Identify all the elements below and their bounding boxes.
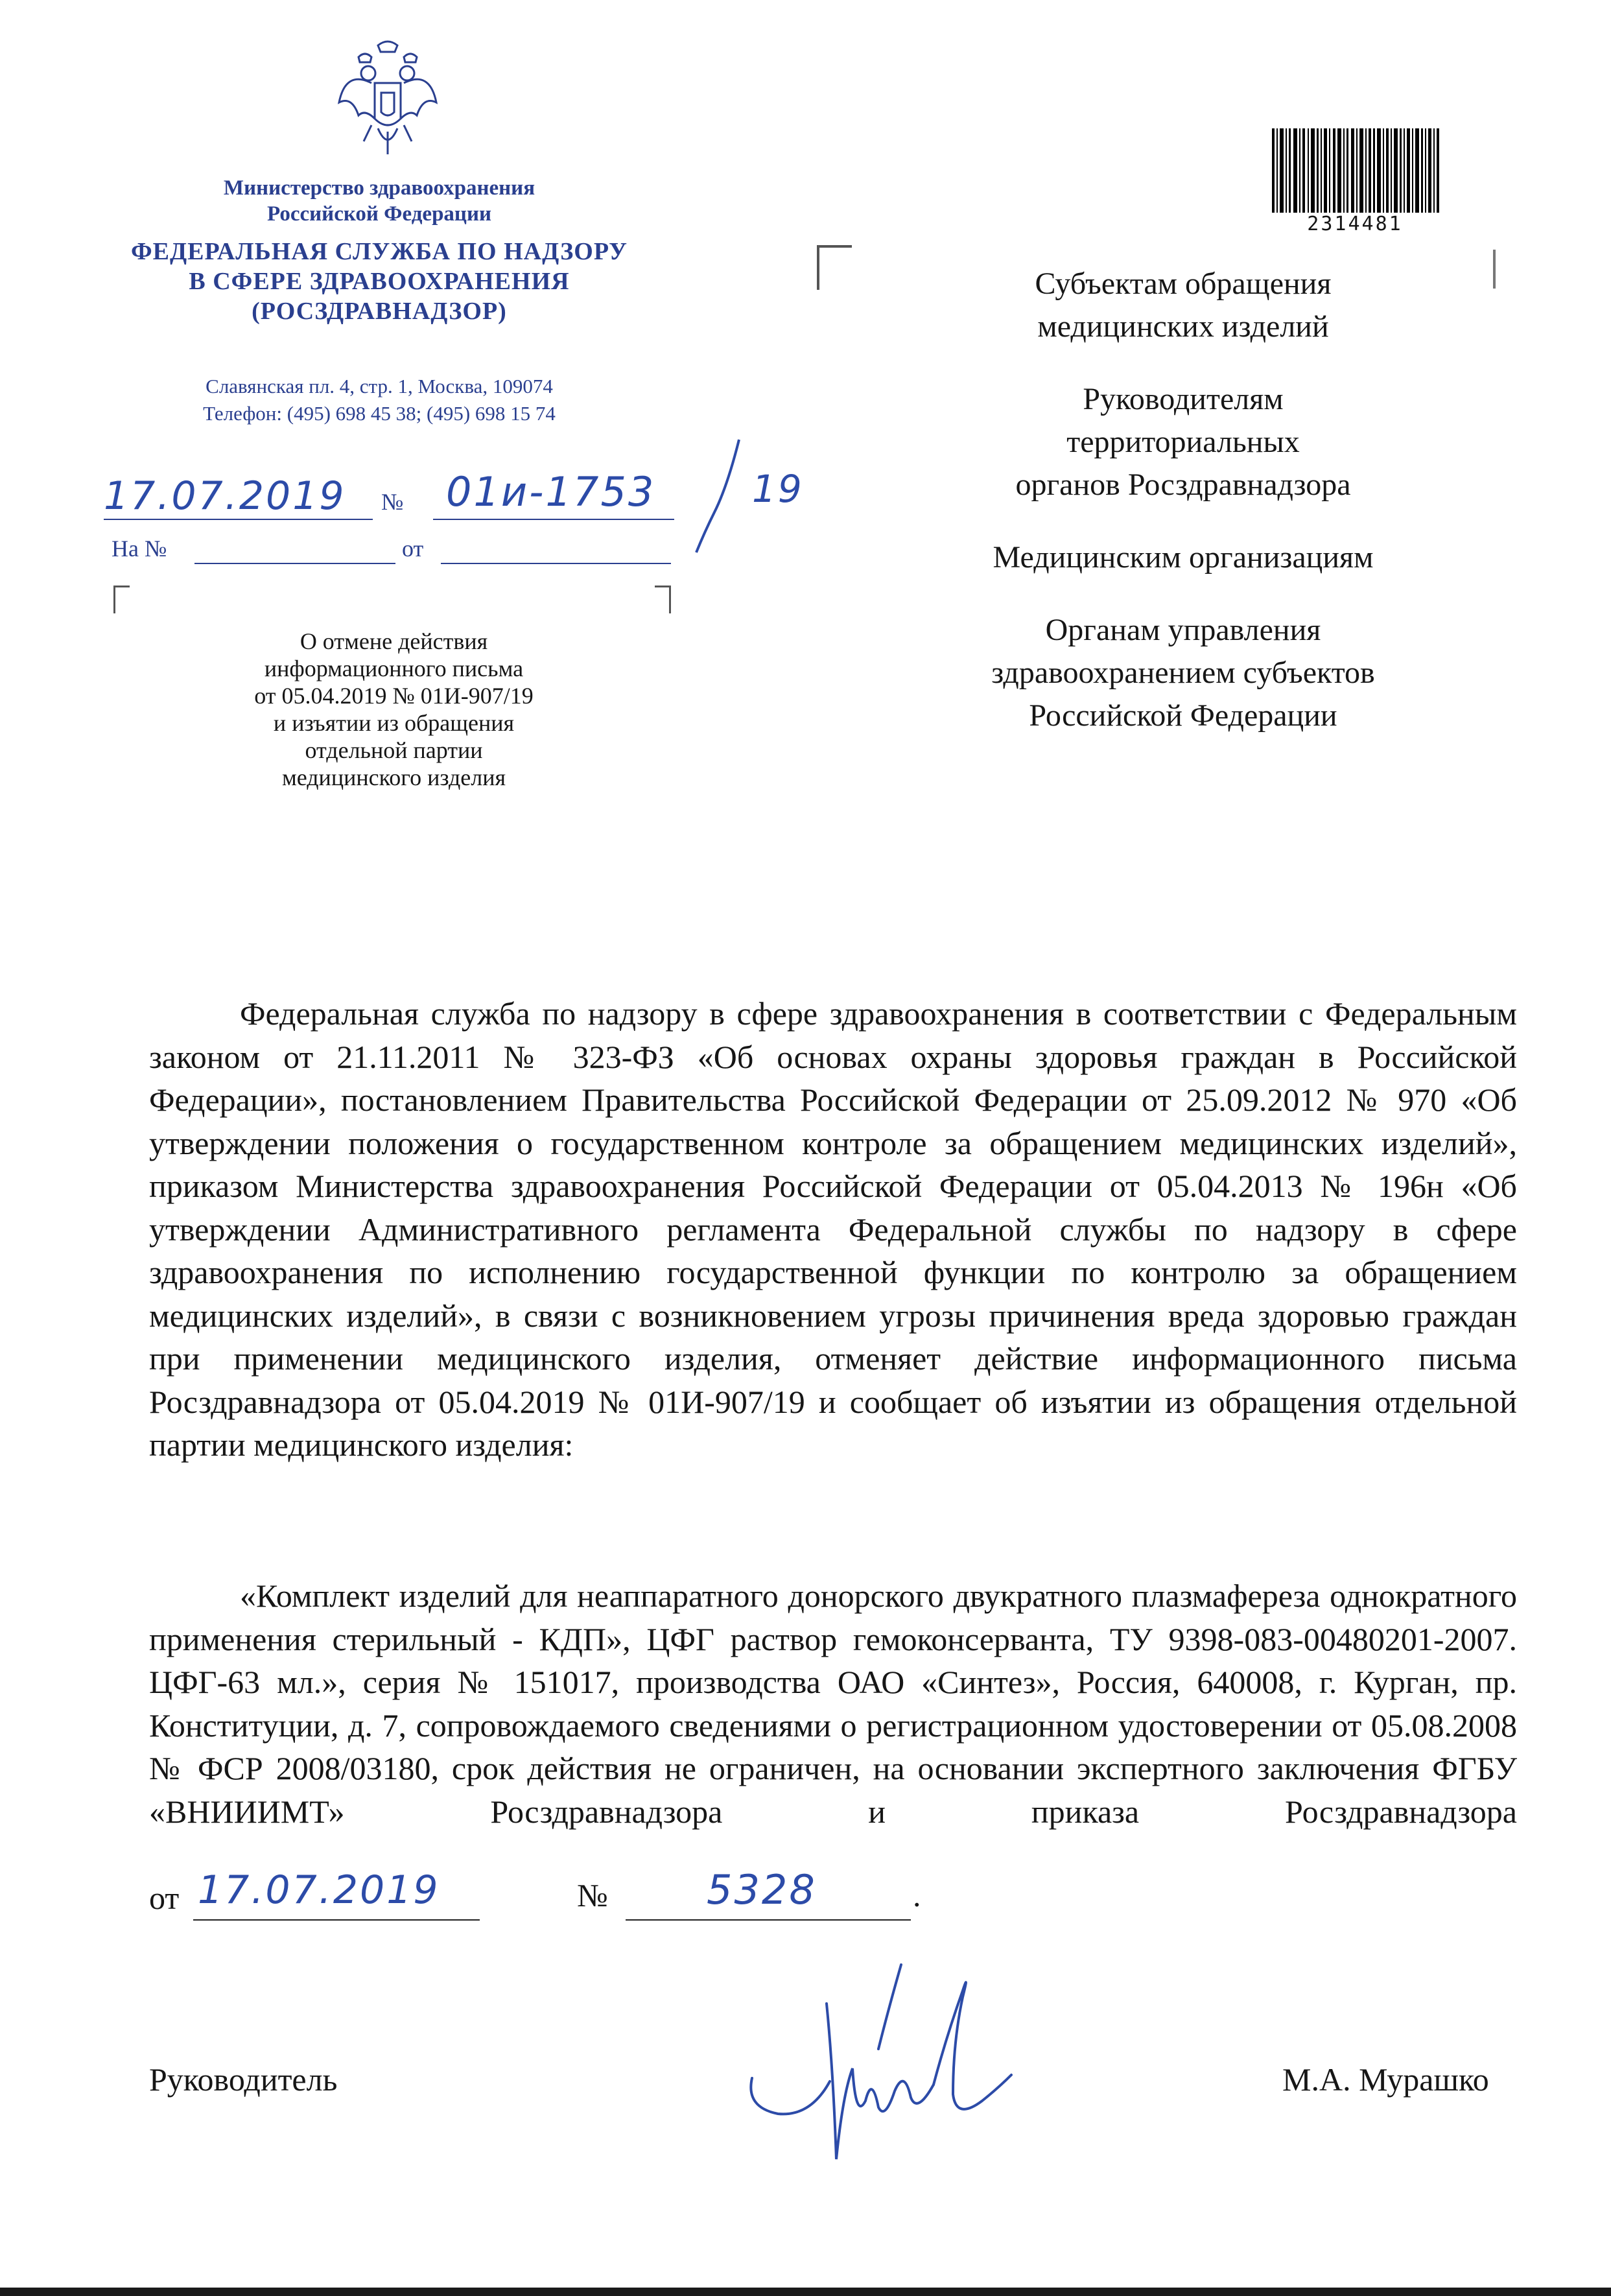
signer-role: Руководитель (149, 2061, 338, 2098)
subject-line: медицинского изделия (281, 764, 506, 790)
order-number: 5328 (707, 1866, 817, 1913)
order-date: 17.07.2019 (198, 1867, 440, 1913)
order-from-label: от (149, 1880, 180, 1916)
addressee-line: медицинских изделий (1037, 309, 1329, 344)
service-line-1: ФЕДЕРАЛЬНАЯ СЛУЖБА ПО НАДЗОРУ (131, 238, 628, 265)
barcode-number: 2314481 (1307, 213, 1403, 235)
barcode-icon (1271, 128, 1439, 213)
registration-date: 17.07.2019 (104, 473, 346, 519)
body-paragraph-2: «Комплект изделий для неаппаратного донорского двукратного плазмафереза однократного применения стерильный - КДП», ЦФГ раствор гемоконсерванта, ТУ 9398-083-00480201-2007. ЦФГ-63 мл.», серия № 151017, производства ОАО «Синтез», Россия, 640008, г. Курган, пр. Конституции, д. 7, сопровождаемого сведениями о регистрационном удостоверении от 05.08.2008 № ФСР 2008/03180, срок действия не ограничен, на основании экспертного заключения ФГБУ «ВНИИИМТ» Росздравнадзора и приказа Росздравнадзора (149, 1578, 1517, 1830)
addressee-line: Российской Федерации (1029, 698, 1337, 733)
addressee-line: Органам управления (1045, 613, 1321, 647)
addressee-line: территориальных (1066, 425, 1300, 459)
slash-mark-icon (688, 434, 747, 558)
addressee (908, 378, 1459, 506)
subject-corner-right (655, 586, 671, 613)
registration-number-sign: № (381, 489, 404, 515)
subject-line: и изъятии из обращения (273, 710, 515, 736)
scan-bottom-edge (0, 2288, 1611, 2296)
order-number-underline (626, 1919, 911, 1921)
registration-number-underline (433, 519, 674, 520)
reference-date-line (441, 563, 671, 564)
registration-date-underline (104, 519, 373, 520)
service-line-2: В СФЕРЕ ЗДРАВООХРАНЕНИЯ (189, 268, 570, 295)
addressee-corner-mark (817, 245, 852, 290)
addressee-line: Руководителям (1083, 382, 1284, 416)
addressee-line: Субъектам обращения (1035, 266, 1332, 301)
order-date-underline (193, 1919, 480, 1921)
letter-subject (156, 628, 632, 791)
ministry-line-1: Министерство здравоохранения (223, 176, 535, 200)
registration-number: 01и-1753 (446, 468, 656, 515)
ministry-line-2: Российской Федерации (267, 202, 491, 226)
body-paragraph-1: Федеральная служба по надзору в сфере здравоохранения в соответствии с Федеральным законом от 21.11.2011 № 323-ФЗ «Об основах охраны здоровья граждан в Российской Федерации», постановлением Правительства Российской Федерации от 25.09.2012 № 970 «Об утверждении положения о государственном контроле за обращением медицинских изделий», приказом Министерства здравоохранения Российской Федерации от 05.04.2013 № 196н «Об утверждении Административного регламента Федеральной службы по надзору в сфере здравоохранения по исполнению государственной функции по контролю за обращением медицинских изделий», в связи с возникновением угрозы причинения вреда здоровью граждан при применении медицинского изделия, отменяет действие информационного письма Росздравнадзора от 05.04.2019 № 01И-907/19 и сообщает об изъятии из обращения отдельной партии медицинского изделия: (149, 995, 1517, 1463)
reference-from-label: от (402, 536, 424, 562)
signer-name: М.А. Мурашко (1282, 2061, 1489, 2098)
subject-corner-left (113, 586, 130, 613)
addressee-line: органов Росздравнадзора (1015, 467, 1351, 502)
handwritten-signature-icon (739, 1952, 1076, 2166)
service-line-3: (РОСЗДРАВНАДЗОР) (252, 298, 507, 325)
reference-number-line (194, 563, 395, 564)
phone: Телефон: (495) 698 45 38; (495) 698 15 74 (203, 402, 556, 425)
addressee-line: здравоохранением субъектов (991, 656, 1375, 690)
subject-line: отдельной партии (305, 737, 483, 763)
order-number-sign: № (577, 1877, 608, 1913)
addressee (908, 609, 1459, 737)
addressee (908, 536, 1459, 579)
service-name (97, 237, 661, 326)
addressees-block (908, 263, 1459, 767)
reference-label: На № (112, 536, 167, 562)
addressee-margin-mark (1493, 250, 1496, 289)
ministry-name (130, 175, 629, 227)
subject-line: О отмене действия (300, 628, 488, 654)
contacts (110, 373, 648, 427)
addressee (908, 263, 1459, 348)
address: Славянская пл. 4, стр. 1, Москва, 109074 (206, 375, 553, 397)
addressee-line: Медицинским организациям (993, 540, 1374, 574)
subject-line: от 05.04.2019 № 01И-907/19 (254, 683, 534, 709)
order-period: . (913, 1877, 921, 1913)
subject-line: информационного письма (264, 656, 524, 681)
coat-of-arms-emblem-icon (333, 38, 443, 161)
registration-year-suffix: 19 (752, 467, 804, 511)
